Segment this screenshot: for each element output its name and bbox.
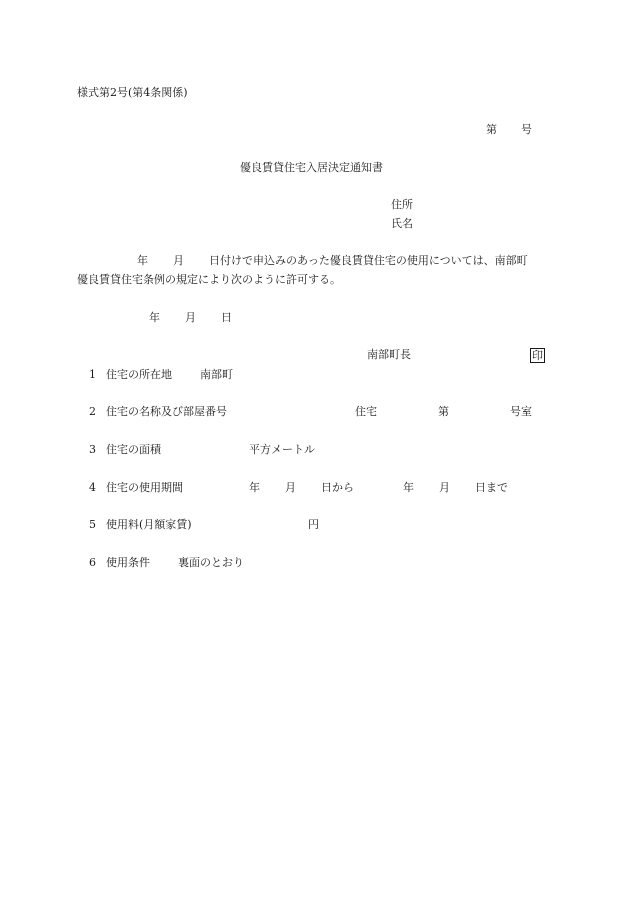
item6-label: 使用条件 [106,556,150,569]
item2-number: 2 [89,405,96,418]
item4-number: 4 [89,481,96,494]
body-line1-rest: 日付けで申込みのあった優良賃貸住宅の使用については、南部町 [209,254,528,267]
issue-month: 月 [185,311,196,324]
body-line2: 優良賃貸住宅条例の規定により次のように許可する。 [77,273,341,286]
name-label: 氏名 [391,217,413,230]
item3-number: 3 [89,443,96,456]
issue-year: 年 [149,311,160,324]
issue-day: 日 [221,311,232,324]
item4-until: 日まで [475,481,508,494]
item6-number: 6 [89,556,96,569]
item5-number: 5 [89,518,96,531]
item2-jutaku: 住宅 [355,405,377,418]
item4-month-start: 月 [285,481,296,494]
doc-number-gou: 号 [521,123,532,136]
item2-label: 住宅の名称及び部屋番号 [106,405,227,418]
body-year: 年 [137,254,148,267]
document-title: 優良賃貸住宅入居決定通知書 [240,161,383,174]
item5-unit: 円 [308,518,319,531]
item2-goushitsu: 号室 [510,405,532,418]
item2-dai: 第 [438,405,449,418]
item3-label: 住宅の面積 [106,443,161,456]
seal-mark: 印 [532,349,543,362]
item1-label: 住宅の所在地 [106,368,172,381]
body-month: 月 [173,254,184,267]
doc-number-dai: 第 [486,123,497,136]
item4-year-start: 年 [249,481,260,494]
item6-value: 裏面のとおり [178,556,244,569]
item4-year-end: 年 [403,481,414,494]
item4-label: 住宅の使用期間 [106,481,183,494]
item4-from: 日から [321,481,354,494]
issuer-name: 南部町長 [367,348,411,361]
form-label: 様式第2号(第4条関係) [77,86,188,99]
item5-label: 使用料(月額家賃) [106,518,192,531]
address-label: 住所 [391,198,413,211]
item1-number: 1 [89,368,96,381]
item3-unit: 平方メートル [249,443,315,456]
item4-month-end: 月 [439,481,450,494]
item1-value: 南部町 [200,368,233,381]
